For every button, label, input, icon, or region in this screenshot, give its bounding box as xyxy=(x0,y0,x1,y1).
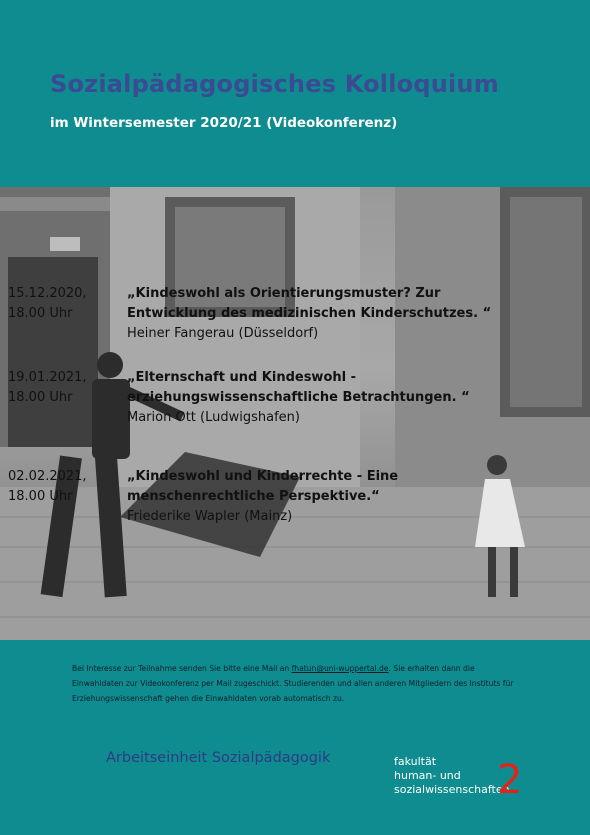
event-title-cont: Entwicklung des medizinischen Kinderschutzes. “ xyxy=(127,306,492,321)
event-title: „Kindeswohl und Kinderrechte - Eine xyxy=(127,469,399,484)
page-title: Sozialpädagogisches Kolloquium xyxy=(50,70,499,98)
page-subtitle: im Wintersemester 2020/21 (Videokonferenz) xyxy=(50,115,398,131)
event-date: 02.02.2021, 18.00 Uhr xyxy=(8,469,87,504)
organizer-unit: Arbeitseinheit Sozialpädagogik xyxy=(106,750,331,766)
event-date: 15.12.2020, 18.00 Uhr xyxy=(8,286,87,321)
email-link[interactable]: fhatun@uni-wuppertal.de xyxy=(291,664,389,673)
event-talk xyxy=(127,284,587,344)
faculty-number: 2 xyxy=(497,757,523,803)
participation-info: Bei Interesse zur Teilnahme senden Sie bitte eine Mail an fhatun@uni-wuppertal.de. Sie erhalten dann die Einwahldaten zur Videokonferenz per Mail zugeschickt. Studierenden und allen anderen Mitgliedern des Instituts für Erziehungswissenschaft gehen die Einwahldaten vorab automatisch zu. xyxy=(72,664,514,703)
event-speaker: Heiner Fangerau (Düsseldorf) xyxy=(127,326,319,341)
event-title: „Kindeswohl als Orientierungsmuster? Zur xyxy=(127,286,441,301)
event-speaker: Marion Ott (Ludwigshafen) xyxy=(127,410,300,425)
event-date: 19.01.2021, 18.00 Uhr xyxy=(8,370,87,405)
event-talk xyxy=(127,368,587,428)
event-speaker: Friederike Wapler (Mainz) xyxy=(127,509,293,524)
event-title: „Elternschaft und Kindeswohl - xyxy=(127,370,357,385)
event-title-cont: menschenrechtliche Perspektive.“ xyxy=(127,489,380,504)
event-talk xyxy=(127,467,587,527)
faculty-logo-text: fakultät human- und sozialwissenschaften xyxy=(394,755,510,796)
event-title-cont: erziehungswissenschaftliche Betrachtungen. “ xyxy=(127,390,470,405)
